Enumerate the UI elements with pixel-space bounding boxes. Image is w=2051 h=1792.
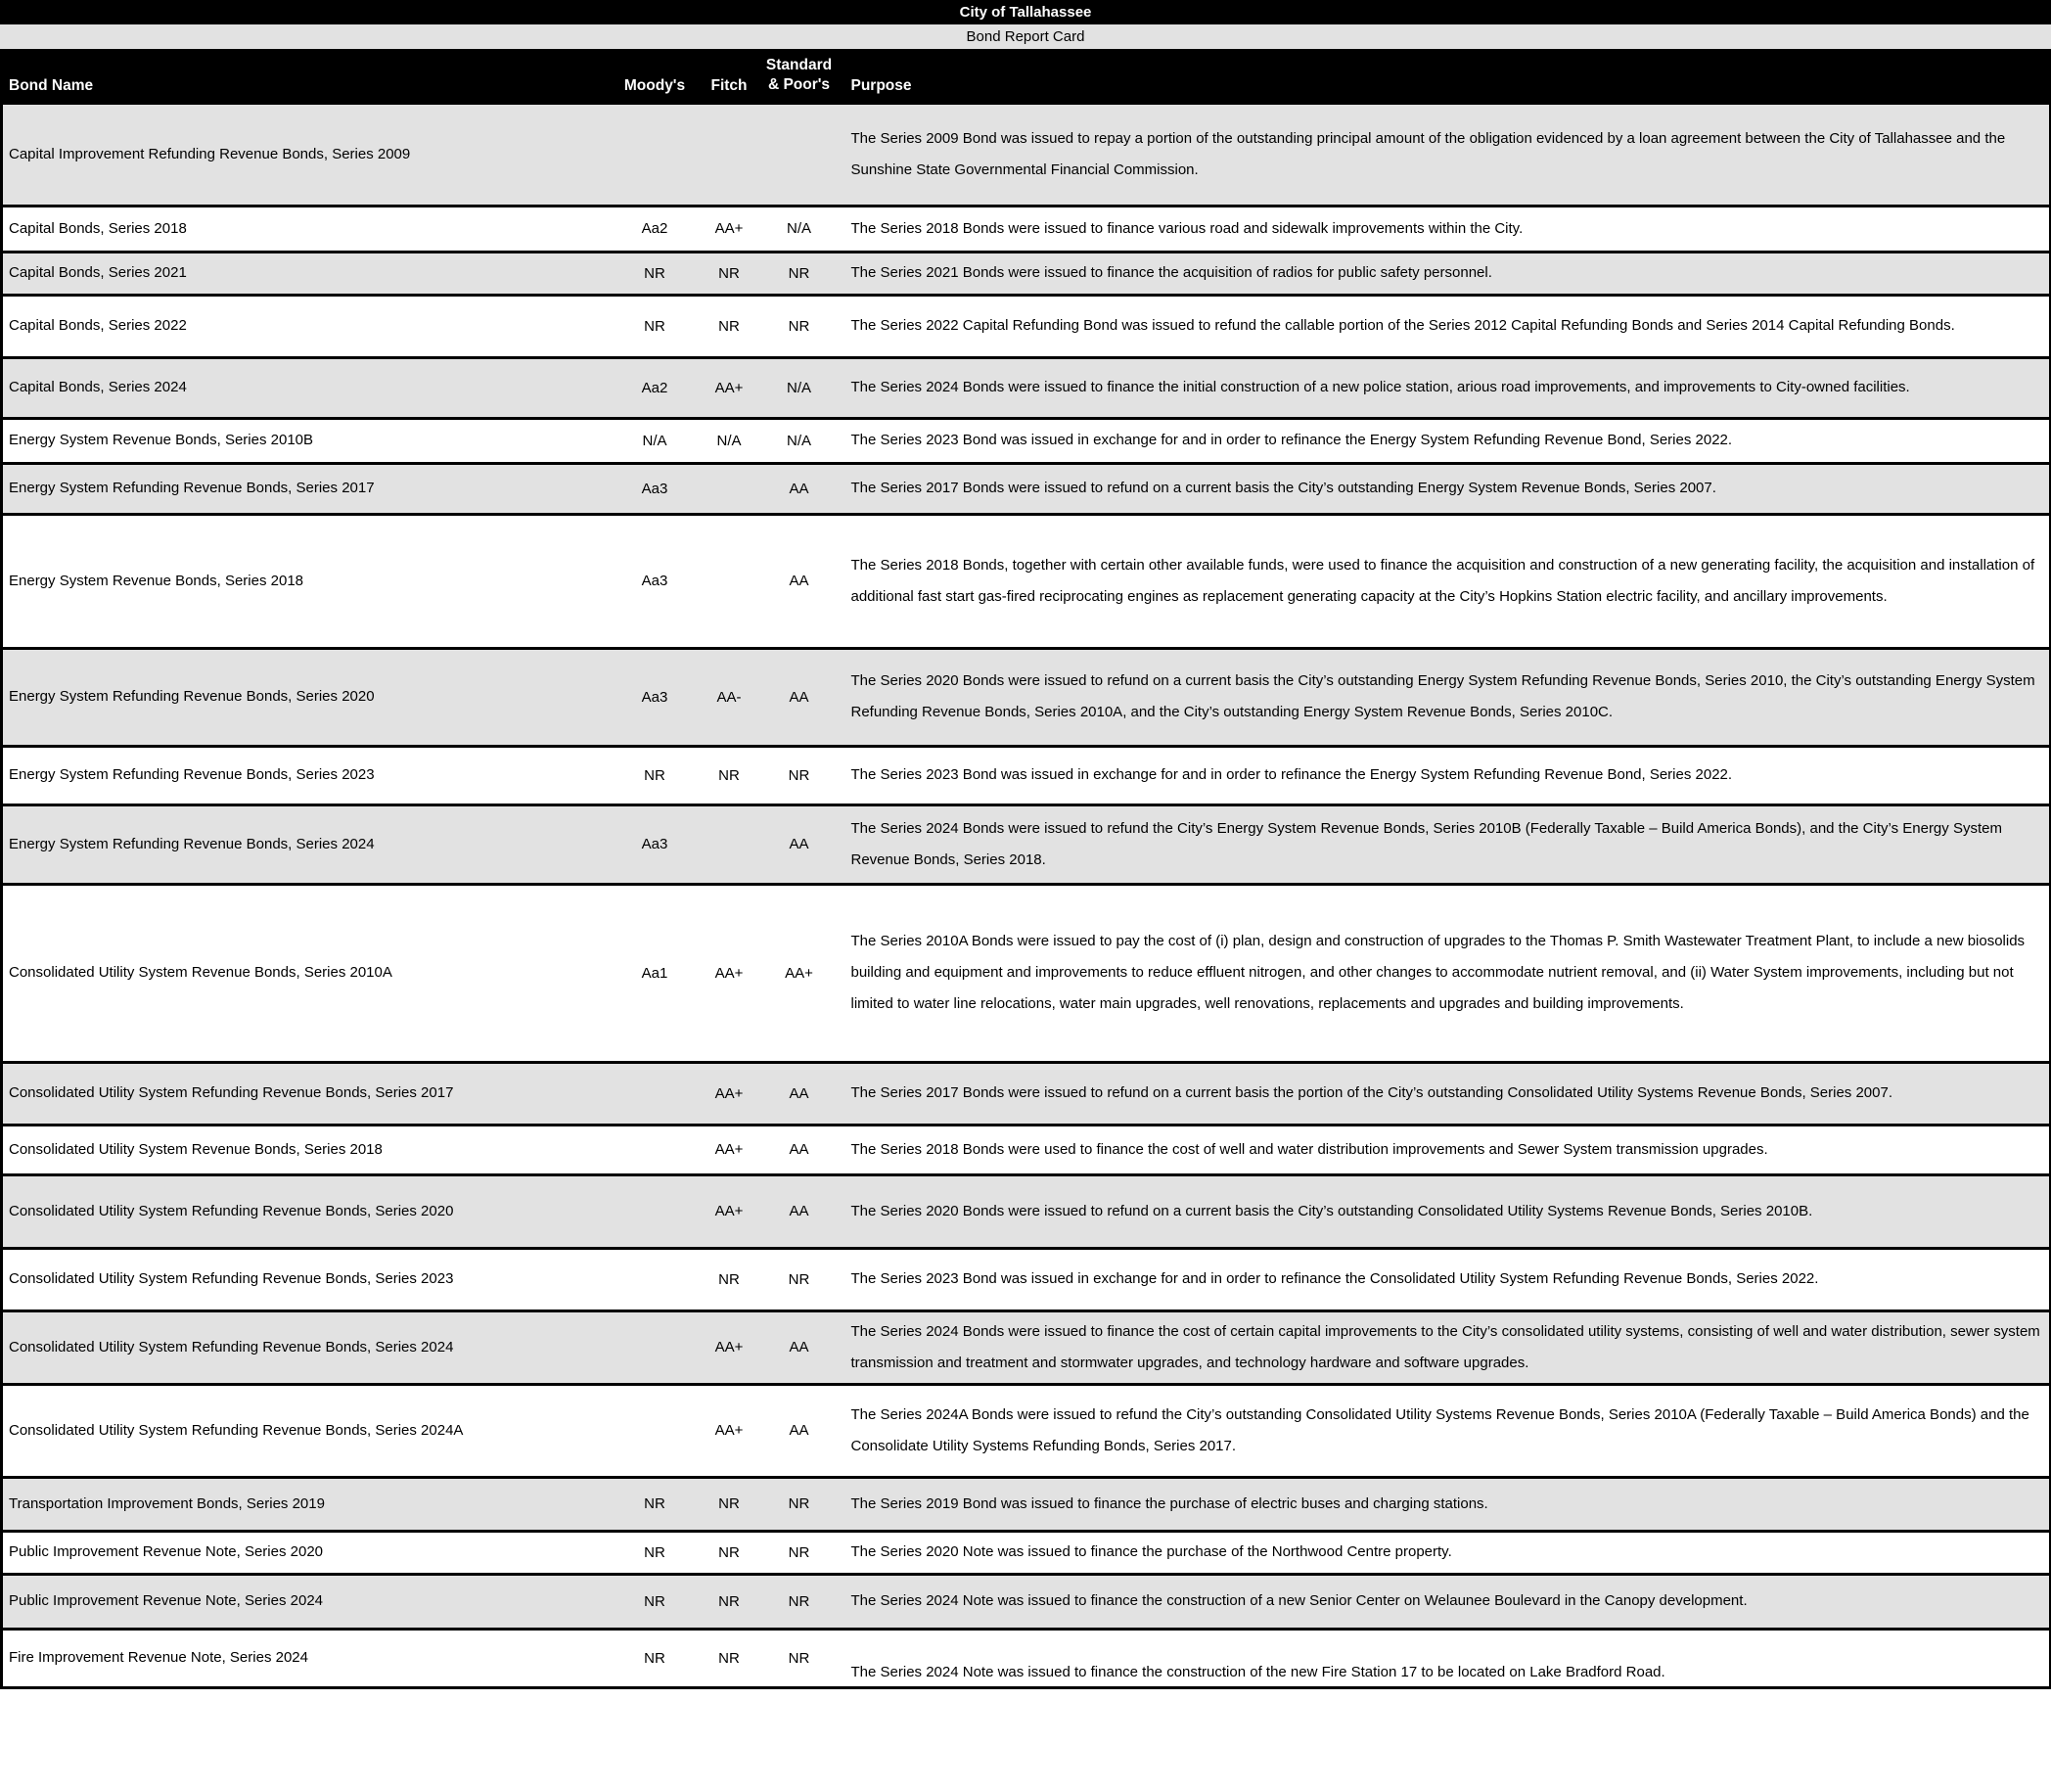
moodys-rating-cell: Aa2 <box>609 206 702 252</box>
purpose-cell: The Series 2024 Bonds were issued to refund the City’s Energy System Revenue Bonds, Series 2010B (Federally Taxable – Build America Bonds), and the City’s Energy System Revenue Bonds, Series 2018. <box>842 804 2051 884</box>
fitch-rating-cell: AA+ <box>702 1125 757 1174</box>
bond-name-cell: Consolidated Utility System Refunding Revenue Bonds, Series 2017 <box>2 1062 609 1125</box>
column-header-standard-poors <box>757 49 842 103</box>
fitch-rating-cell <box>702 103 757 206</box>
bond-name-cell: Public Improvement Revenue Note, Series 2024 <box>2 1574 609 1629</box>
table-row <box>2 648 2051 746</box>
purpose-cell: The Series 2020 Note was issued to finance the purchase of the Northwood Centre property. <box>842 1531 2051 1574</box>
fitch-rating-cell: AA+ <box>702 206 757 252</box>
purpose-cell: The Series 2022 Capital Refunding Bond was issued to refund the callable portion of the Series 2012 Capital Refunding Bonds and Series 2014 Capital Refunding Bonds. <box>842 295 2051 357</box>
standard-poors-rating-cell: AA <box>757 463 842 514</box>
table-row <box>2 1125 2051 1174</box>
table-row <box>2 1629 2051 1687</box>
fitch-rating-cell: NR <box>702 746 757 804</box>
table-row <box>2 1531 2051 1574</box>
standard-poors-rating-cell: AA+ <box>757 884 842 1062</box>
moodys-rating-cell <box>609 1062 702 1125</box>
fitch-rating-cell: NR <box>702 295 757 357</box>
table-row <box>2 206 2051 252</box>
fitch-rating-cell <box>702 463 757 514</box>
moodys-rating-cell: NR <box>609 295 702 357</box>
bond-name-cell: Consolidated Utility System Refunding Revenue Bonds, Series 2020 <box>2 1174 609 1248</box>
table-row <box>2 746 2051 804</box>
bond-name-cell: Capital Bonds, Series 2022 <box>2 295 609 357</box>
fitch-rating-cell: NR <box>702 1248 757 1310</box>
purpose-cell: The Series 2018 Bonds were used to finance the cost of well and water distribution improvements and Sewer System transmission upgrades. <box>842 1125 2051 1174</box>
table-row <box>2 804 2051 884</box>
table-row <box>2 1248 2051 1310</box>
page-subtitle: Bond Report Card <box>0 24 2051 49</box>
fitch-rating-cell: NR <box>702 1574 757 1629</box>
table-row <box>2 1384 2051 1477</box>
standard-poors-rating-cell: AA <box>757 1310 842 1384</box>
table-row <box>2 463 2051 514</box>
moodys-rating-cell: NR <box>609 1574 702 1629</box>
table-row <box>2 252 2051 295</box>
moodys-rating-cell: Aa3 <box>609 514 702 648</box>
purpose-cell: The Series 2019 Bond was issued to finance the purchase of electric buses and charging stations. <box>842 1477 2051 1531</box>
standard-poors-rating-cell: NR <box>757 1574 842 1629</box>
bond-name-cell: Capital Bonds, Series 2024 <box>2 357 609 418</box>
table-row <box>2 1574 2051 1629</box>
column-header-fitch: Fitch <box>702 49 757 103</box>
moodys-rating-cell: NR <box>609 746 702 804</box>
purpose-cell: The Series 2023 Bond was issued in exchange for and in order to refinance the Consolidated Utility System Refunding Revenue Bonds, Series 2022. <box>842 1248 2051 1310</box>
bond-report-table <box>0 49 2051 1689</box>
purpose-cell: The Series 2024 Note was issued to finance the construction of the new Fire Station 17 to be located on Lake Bradford Road. <box>842 1629 2051 1687</box>
fitch-rating-cell: AA+ <box>702 1310 757 1384</box>
standard-poors-rating-cell <box>757 103 842 206</box>
purpose-cell: The Series 2017 Bonds were issued to refund on a current basis the portion of the City’s outstanding Consolidated Utility Systems Revenue Bonds, Series 2007. <box>842 1062 2051 1125</box>
table-row <box>2 103 2051 206</box>
standard-poors-rating-cell: AA <box>757 1384 842 1477</box>
column-header-moodys: Moody's <box>609 49 702 103</box>
moodys-rating-cell: Aa3 <box>609 648 702 746</box>
page-title: City of Tallahassee <box>0 0 2051 24</box>
fitch-rating-cell <box>702 514 757 648</box>
fitch-rating-cell: N/A <box>702 418 757 463</box>
column-header-row <box>2 49 2051 103</box>
moodys-rating-cell: N/A <box>609 418 702 463</box>
fitch-rating-cell: AA+ <box>702 357 757 418</box>
table-row <box>2 514 2051 648</box>
fitch-rating-cell <box>702 804 757 884</box>
standard-poors-rating-cell: AA <box>757 804 842 884</box>
bond-name-cell: Consolidated Utility System Refunding Revenue Bonds, Series 2023 <box>2 1248 609 1310</box>
moodys-rating-cell: Aa1 <box>609 884 702 1062</box>
fitch-rating-cell: AA+ <box>702 1174 757 1248</box>
moodys-rating-cell: Aa3 <box>609 463 702 514</box>
purpose-cell: The Series 2024A Bonds were issued to refund the City’s outstanding Consolidated Utility Systems Revenue Bonds, Series 2010A (Federally Taxable – Build America Bonds) and the Consolidate Utility Systems Refunding Bonds, Series 2017. <box>842 1384 2051 1477</box>
table-row <box>2 418 2051 463</box>
bond-name-cell: Energy System Refunding Revenue Bonds, Series 2017 <box>2 463 609 514</box>
table-row <box>2 295 2051 357</box>
purpose-cell: The Series 2023 Bond was issued in exchange for and in order to refinance the Energy System Refunding Revenue Bond, Series 2022. <box>842 746 2051 804</box>
standard-poors-rating-cell: N/A <box>757 206 842 252</box>
purpose-cell: The Series 2021 Bonds were issued to finance the acquisition of radios for public safety personnel. <box>842 252 2051 295</box>
purpose-cell: The Series 2010A Bonds were issued to pay the cost of (i) plan, design and construction of upgrades to the Thomas P. Smith Wastewater Treatment Plant, to include a new biosolids building and equipment and improvements to reduce effluent nitrogen, and other changes to accommodate nutrient removal, and (ii) Water System improvements, including but not limited to water line relocations, water main upgrades, well renovations, replacements and upgrades and building improvements. <box>842 884 2051 1062</box>
standard-poors-rating-cell: AA <box>757 514 842 648</box>
purpose-cell: The Series 2024 Bonds were issued to finance the initial construction of a new police station, arious road improvements, and improvements to City-owned facilities. <box>842 357 2051 418</box>
fitch-rating-cell: AA+ <box>702 1384 757 1477</box>
purpose-cell: The Series 2020 Bonds were issued to refund on a current basis the City’s outstanding Energy System Refunding Revenue Bonds, Series 2010, the City’s outstanding Energy System Refunding Revenue Bonds, Series 2010A, and the City’s outstanding Energy System Revenue Bonds, Series 2010C. <box>842 648 2051 746</box>
purpose-cell: The Series 2023 Bond was issued in exchange for and in order to refinance the Energy System Refunding Revenue Bond, Series 2022. <box>842 418 2051 463</box>
standard-poors-rating-cell: AA <box>757 1062 842 1125</box>
purpose-cell: The Series 2020 Bonds were issued to refund on a current basis the City’s outstanding Consolidated Utility Systems Revenue Bonds, Series 2010B. <box>842 1174 2051 1248</box>
moodys-rating-cell <box>609 1310 702 1384</box>
fitch-rating-cell: NR <box>702 1477 757 1531</box>
fitch-rating-cell: AA+ <box>702 1062 757 1125</box>
bond-name-cell: Public Improvement Revenue Note, Series 2020 <box>2 1531 609 1574</box>
bond-name-cell: Energy System Revenue Bonds, Series 2018 <box>2 514 609 648</box>
bond-name-cell: Energy System Refunding Revenue Bonds, Series 2020 <box>2 648 609 746</box>
purpose-cell: The Series 2018 Bonds, together with certain other available funds, were used to finance the acquisition and construction of a new generating facility, the acquisition and installation of additional fast start gas-fired reciprocating engines as replacement generating capacity at the City’s Hopkins Station electric facility, and ancillary improvements. <box>842 514 2051 648</box>
standard-poors-rating-cell: NR <box>757 252 842 295</box>
purpose-cell: The Series 2024 Bonds were issued to finance the cost of certain capital improvements to the City’s consolidated utility systems, consisting of well and water distribution, sewer system transmission and treatment and stormwater upgrades, and technology hardware and software upgrades. <box>842 1310 2051 1384</box>
table-row <box>2 884 2051 1062</box>
bond-table-body <box>2 103 2051 1687</box>
bond-name-cell: Consolidated Utility System Refunding Revenue Bonds, Series 2024 <box>2 1310 609 1384</box>
table-row <box>2 1310 2051 1384</box>
purpose-cell: The Series 2024 Note was issued to finance the construction of a new Senior Center on Welaunee Boulevard in the Canopy development. <box>842 1574 2051 1629</box>
fitch-rating-cell: AA+ <box>702 884 757 1062</box>
moodys-rating-cell <box>609 103 702 206</box>
purpose-cell: The Series 2017 Bonds were issued to refund on a current basis the City’s outstanding Energy System Revenue Bonds, Series 2007. <box>842 463 2051 514</box>
moodys-rating-cell: NR <box>609 1531 702 1574</box>
standard-poors-rating-cell: NR <box>757 746 842 804</box>
bond-name-cell: Energy System Refunding Revenue Bonds, Series 2023 <box>2 746 609 804</box>
bond-name-cell: Consolidated Utility System Refunding Revenue Bonds, Series 2024A <box>2 1384 609 1477</box>
bond-name-cell: Fire Improvement Revenue Note, Series 2024 <box>2 1629 609 1687</box>
bond-name-cell: Capital Bonds, Series 2018 <box>2 206 609 252</box>
standard-poors-rating-cell: NR <box>757 1248 842 1310</box>
bond-name-cell: Capital Improvement Refunding Revenue Bonds, Series 2009 <box>2 103 609 206</box>
moodys-rating-cell <box>609 1384 702 1477</box>
standard-poors-rating-cell: AA <box>757 648 842 746</box>
bond-name-cell: Capital Bonds, Series 2021 <box>2 252 609 295</box>
purpose-cell: The Series 2009 Bond was issued to repay a portion of the outstanding principal amount of the obligation evidenced by a loan agreement between the City of Tallahassee and the Sunshine State Governmental Financial Commission. <box>842 103 2051 206</box>
column-header-purpose: Purpose <box>842 49 2051 103</box>
fitch-rating-cell: NR <box>702 252 757 295</box>
standard-poors-rating-cell: N/A <box>757 418 842 463</box>
moodys-rating-cell: Aa3 <box>609 804 702 884</box>
column-header-bond-name: Bond Name <box>2 49 609 103</box>
bond-name-cell: Consolidated Utility System Revenue Bonds, Series 2018 <box>2 1125 609 1174</box>
purpose-cell: The Series 2018 Bonds were issued to finance various road and sidewalk improvements within the City. <box>842 206 2051 252</box>
fitch-rating-cell: AA- <box>702 648 757 746</box>
bond-name-cell: Transportation Improvement Bonds, Series 2019 <box>2 1477 609 1531</box>
standard-poors-rating-cell: N/A <box>757 357 842 418</box>
standard-poors-rating-cell: NR <box>757 1629 842 1687</box>
standard-poors-label-line1: Standard <box>765 56 833 73</box>
bond-name-cell: Energy System Refunding Revenue Bonds, Series 2024 <box>2 804 609 884</box>
standard-poors-label-line2: & Poor's <box>767 75 831 93</box>
table-row <box>2 357 2051 418</box>
standard-poors-rating-cell: AA <box>757 1125 842 1174</box>
table-row <box>2 1062 2051 1125</box>
bond-name-cell: Energy System Revenue Bonds, Series 2010B <box>2 418 609 463</box>
standard-poors-rating-cell: NR <box>757 1531 842 1574</box>
standard-poors-rating-cell: NR <box>757 295 842 357</box>
standard-poors-rating-cell: AA <box>757 1174 842 1248</box>
moodys-rating-cell: NR <box>609 1629 702 1687</box>
moodys-rating-cell <box>609 1125 702 1174</box>
moodys-rating-cell: NR <box>609 252 702 295</box>
fitch-rating-cell: NR <box>702 1531 757 1574</box>
standard-poors-rating-cell: NR <box>757 1477 842 1531</box>
moodys-rating-cell: Aa2 <box>609 357 702 418</box>
moodys-rating-cell: NR <box>609 1477 702 1531</box>
bond-name-cell: Consolidated Utility System Revenue Bonds, Series 2010A <box>2 884 609 1062</box>
moodys-rating-cell <box>609 1174 702 1248</box>
table-row <box>2 1174 2051 1248</box>
table-row <box>2 1477 2051 1531</box>
moodys-rating-cell <box>609 1248 702 1310</box>
fitch-rating-cell: NR <box>702 1629 757 1687</box>
